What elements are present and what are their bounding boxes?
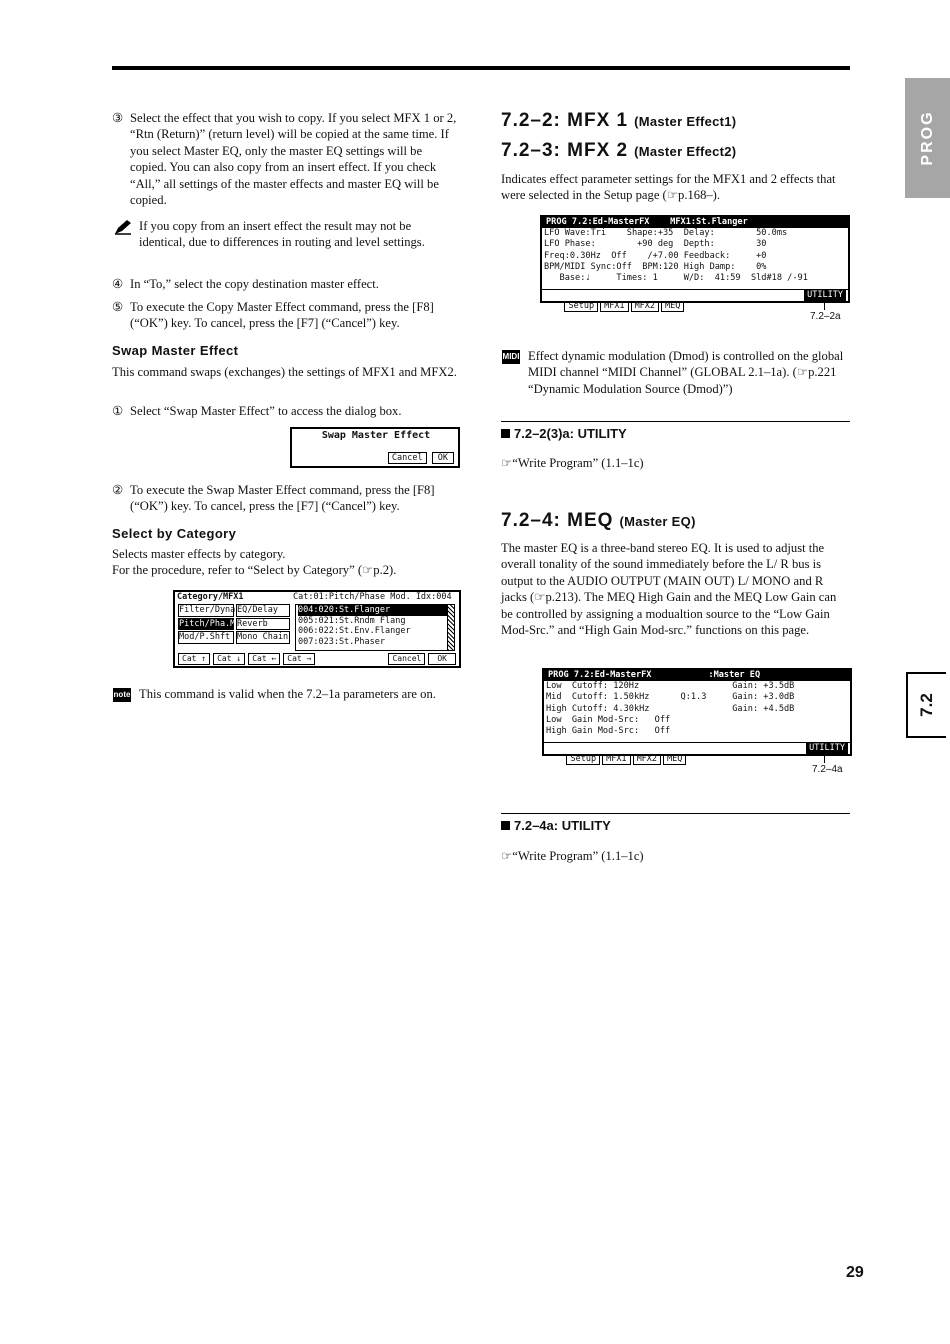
- step-text: To execute the Swap Master Effect command, press the [F8] (“OK”) key. To cancel, press the [F7] (“Cancel”) key.: [130, 483, 435, 514]
- mfx-description: Indicates effect parameter settings for the MFX1 and 2 effects that were selected in the Setup page (☞p.168–).: [501, 172, 836, 203]
- category-button[interactable]: Mod/P.Shft: [178, 631, 234, 644]
- tab-meq[interactable]: MEQ: [663, 754, 686, 765]
- top-rule: [112, 66, 850, 70]
- heading-utility-2: [501, 813, 850, 833]
- step-number: ④: [112, 277, 124, 291]
- step-number: ⑤: [112, 300, 124, 314]
- lcd-line: High Gain Mod-Src: Off: [546, 726, 671, 737]
- heading-mfx1: [501, 110, 736, 132]
- note-text: This command is valid when the 7.2–1a parameters are on.: [139, 687, 436, 701]
- midi-note-text: Effect dynamic modulation (Dmod) is controlled on the global MIDI channel “MIDI Channel” (GLOBAL 2.1–1a). (☞p.221 “Dynamic Modulation Source (Dmod)”): [528, 349, 844, 396]
- lcd-line: Mid Cutoff: 1.50kHz Q:1.3 Gain: +3.0dB: [546, 692, 795, 703]
- heading-meq: [501, 510, 696, 532]
- category-button-selected[interactable]: Pitch/Pha.M: [179, 618, 236, 629]
- ok-button[interactable]: OK: [428, 653, 456, 666]
- step-text: Select “Swap Master Effect” to access the dialog box.: [130, 404, 402, 418]
- chapter-tab-label: 7.2: [917, 693, 936, 717]
- meq-description: The master EQ is a three-band stereo EQ. It is used to adjust the overall tonality of the sound immediately before the L/ R bus is output to the AUDIO OUTPUT (MAIN OUT) L/ MONO and R jacks (☞p.213). The MEQ High Gain and the MEQ Low Gain can be controlled by assigning a modualtion source to the “Low Gain Mod-Src.” and “High Gain Mod-src.” functions on this page.: [501, 541, 837, 638]
- lcd-line: BPM/MIDI Sync:Off BPM:120 High Damp: 0%: [544, 261, 767, 272]
- caution-text: If you copy from an insert effect the result may not be identical, due to differences in routing and level settings.: [139, 219, 425, 250]
- meq-lcd: [542, 668, 852, 764]
- lcd-title: PROG 7.2:Ed-MasterFX :Master EQ: [544, 670, 850, 681]
- swap-description: This command swaps (exchanges) the settings of MFX1 and MFX2.: [112, 365, 457, 379]
- mfx-lcd: [540, 215, 850, 311]
- bullet-square-icon: [501, 821, 510, 830]
- heading-mfx2: [501, 140, 736, 162]
- lcd-line: Base:♩ Times: 1 W/D: 41:59 Sld#18 /-91: [544, 273, 808, 284]
- cancel-button[interactable]: Cancel: [388, 452, 427, 464]
- cat-left-button[interactable]: Cat ←: [248, 653, 280, 666]
- sbc-description-1: Selects master effects by category.: [112, 547, 286, 561]
- cat-up-button[interactable]: Cat ↑: [178, 653, 210, 666]
- swap-dialog-lcd: [290, 427, 460, 468]
- lcd-title: PROG 7.2:Ed-MasterFX MFX1:St.Flanger: [542, 217, 848, 228]
- midi-icon: MIDI: [502, 350, 520, 364]
- tab-setup[interactable]: Setup: [566, 754, 600, 765]
- caption-leader: [824, 300, 825, 310]
- lcd-line: LFO Wave:Tri Shape:+35 Delay: 50.0ms: [544, 228, 788, 239]
- cat-down-button[interactable]: Cat ↓: [213, 653, 245, 666]
- heading-text: 7.2–3: MFX 2: [501, 140, 629, 161]
- chapter-tab: [906, 672, 946, 738]
- figure-caption: 7.2–2a: [810, 311, 841, 322]
- section-tab-label: PROG: [918, 110, 936, 166]
- effect-list-item-selected[interactable]: 004:020:St.Flanger: [298, 605, 448, 616]
- category-button[interactable]: Filter/Dyna: [179, 605, 236, 615]
- heading-text: 7.2–2(3)a: UTILITY: [514, 426, 627, 441]
- category-button[interactable]: EQ/Delay: [236, 604, 290, 617]
- lcd-line: High Cutoff: 4.30kHz Gain: +4.5dB: [546, 703, 795, 714]
- utility-reference: ☞“Write Program” (1.1–1c): [501, 849, 644, 863]
- bullet-square-icon: [501, 429, 510, 438]
- step-number: ①: [112, 404, 124, 418]
- lcd-line: Low Cutoff: 120Hz Gain: +3.5dB: [546, 681, 795, 692]
- heading-subtitle: (Master EQ): [619, 514, 696, 529]
- heading-text: 7.2–4a: UTILITY: [514, 818, 611, 833]
- tab-mfx1[interactable]: MFX1: [600, 301, 628, 312]
- select-by-category-heading: Select by Category: [112, 526, 237, 541]
- cat-right-button[interactable]: Cat →: [283, 653, 315, 666]
- heading-utility-1: [501, 421, 850, 441]
- lcd-title: Category/MFX1: [177, 592, 244, 602]
- utility-button[interactable]: UTILITY: [804, 290, 846, 301]
- sbc-description-2: For the procedure, refer to “Select by Category” (☞p.2).: [112, 563, 397, 577]
- lcd-line: LFO Phase: +90 deg Depth: 30: [544, 239, 767, 250]
- step-text: In “To,” select the copy destination master effect.: [130, 277, 379, 291]
- step-text: Select the effect that you wish to copy. If you select MFX 1 or 2, “Rtn (Return)” (return level) will be copied at the same time. If you select Master EQ, only the master EQ settings will be copied. You can also copy from an insert effect. If you check “All,” all settings of the master effects and master EQ will be copied.: [130, 111, 457, 208]
- step-text: To execute the Copy Master Effect command, press the [F8] (“OK”) key. To cancel, press the [F7] (“Cancel”) key.: [130, 300, 434, 331]
- lcd-line: Freq:0.30Hz Off /+7.00 Feedback: +0: [544, 250, 767, 261]
- dialog-title: Swap Master Effect: [321, 430, 431, 441]
- tab-mfx2[interactable]: MFX2: [631, 301, 659, 312]
- step-number: ③: [112, 111, 124, 125]
- category-lcd: [173, 590, 461, 668]
- tab-mfx1[interactable]: MFX1: [602, 754, 630, 765]
- caption-leader: [824, 753, 825, 763]
- tab-setup[interactable]: Setup: [564, 301, 598, 312]
- category-button[interactable]: Reverb: [236, 618, 290, 631]
- lcd-tabs: [542, 289, 848, 311]
- page-number: 29: [846, 1264, 864, 1281]
- utility-reference: ☞“Write Program” (1.1–1c): [501, 456, 644, 470]
- section-tab-prog: [905, 78, 950, 198]
- figure-caption: 7.2–4a: [812, 764, 843, 775]
- lcd-line: Low Gain Mod-Src: Off: [546, 714, 671, 725]
- tab-mfx2[interactable]: MFX2: [633, 754, 661, 765]
- lcd-tabs: [544, 742, 850, 764]
- effect-list-item[interactable]: 007:023:St.Phaser: [298, 636, 385, 647]
- heading-text: 7.2–4: MEQ: [501, 510, 614, 531]
- caution-pen-icon: [114, 219, 132, 235]
- utility-button[interactable]: UTILITY: [806, 743, 848, 754]
- scrollbar[interactable]: [447, 604, 455, 651]
- ok-button[interactable]: OK: [432, 452, 454, 464]
- note-icon: note: [113, 688, 131, 702]
- category-button[interactable]: Mono Chain: [237, 632, 289, 642]
- effect-list-item[interactable]: 005:021:St.Rndm Flang: [298, 615, 406, 626]
- cancel-button[interactable]: Cancel: [388, 653, 425, 666]
- heading-subtitle: (Master Effect1): [634, 114, 737, 129]
- step-number: ②: [112, 483, 124, 497]
- effect-list-item[interactable]: 006:022:St.Env.Flanger: [298, 626, 411, 636]
- lcd-category: Cat:01:Pitch/Phase Mod. Idx:004: [293, 592, 452, 602]
- heading-text: 7.2–2: MFX 1: [501, 110, 629, 131]
- swap-master-effect-heading: Swap Master Effect: [112, 343, 239, 358]
- tab-meq[interactable]: MEQ: [661, 301, 684, 312]
- heading-subtitle: (Master Effect2): [634, 144, 737, 159]
